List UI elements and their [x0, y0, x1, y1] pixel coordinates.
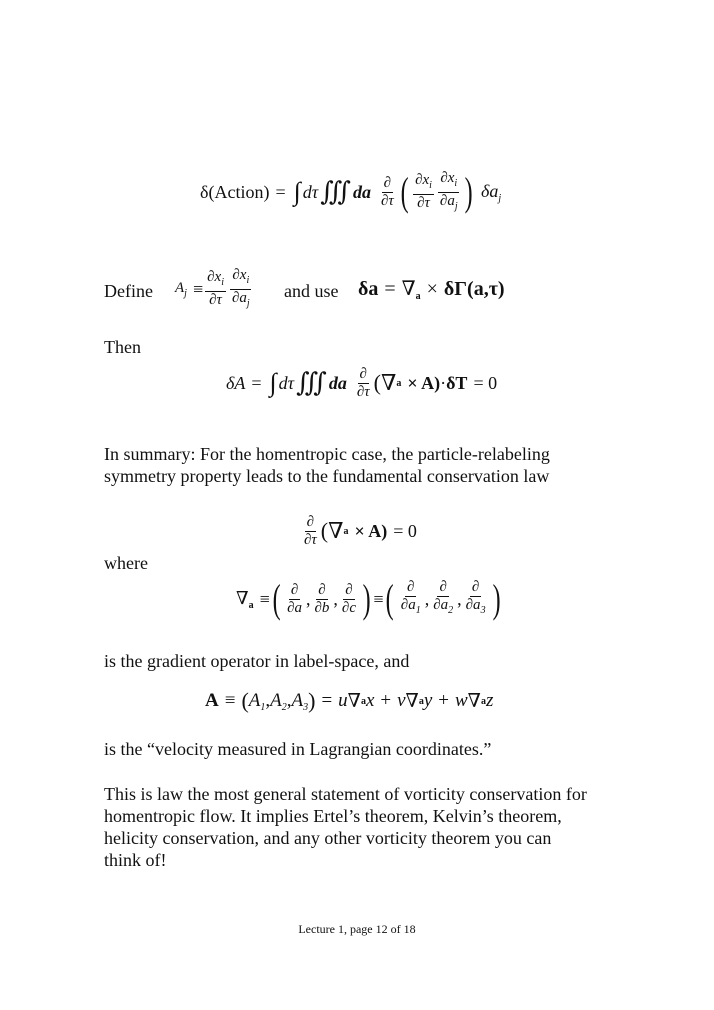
dx-da-fraction: $\frac{\partial x_i}{\partial a_j}$	[439, 169, 458, 212]
conservation-law-equation: $\frac{\partial}{\partial\tau}$ (∇ a × A) = 0	[304, 513, 417, 548]
dtau: dτ	[302, 181, 319, 202]
dx-da-fraction: $\frac{\partial x_i}{\partial a_j}$	[231, 266, 250, 309]
action-lhs: δ(Action)	[200, 181, 270, 202]
right-paren: )	[464, 169, 473, 214]
page-footer: Lecture 1, page 12 of 18	[298, 922, 416, 936]
nabla-a: $\nabla_a$	[236, 587, 254, 611]
A-j: $A_j$	[175, 279, 187, 299]
final-paragraph-line-4: think of!	[104, 850, 167, 870]
triple-integral-symbol: ∭	[296, 368, 327, 397]
gradient-description: is the gradient operator in label-space, and	[104, 651, 410, 671]
delta-A-equation: δA = ∫ dτ ∭ da $\frac{\partial}{\partial\tau}$ (∇ a × A) · δT = 0	[226, 365, 498, 400]
triple-integral-symbol: ∭	[320, 177, 351, 206]
partial-tau-fraction: $\frac{\partial}{\partial\tau}$	[380, 174, 394, 209]
integral-symbol: ∫	[269, 368, 277, 397]
then-label: Then	[104, 337, 141, 357]
final-paragraph-line-1: This is law the most general statement of vorticity conservation for	[104, 784, 587, 804]
delta-a-equation: δa = $\nabla_a$ × δΓ(a,τ)	[358, 277, 505, 302]
summary-line-2: symmetry property leads to the fundamental conservation law	[104, 466, 550, 486]
final-paragraph-line-3: helicity conservation, and any other vorticity theorem you can	[104, 828, 552, 848]
left-paren: (	[400, 169, 409, 214]
da-measure: da	[352, 181, 371, 202]
define-label: Define	[104, 281, 153, 301]
and-use-label: and use	[284, 281, 339, 301]
partial-tau-fraction: $\frac{\partial}{\partial\tau}$	[304, 513, 317, 548]
partial-tau-fraction: $\frac{\partial}{\partial\tau}$	[356, 365, 370, 400]
nabla-a: $\nabla_a$	[401, 278, 421, 302]
equals-sign: =	[275, 181, 286, 202]
gradient-operator-equation: $\nabla_a$ ≡ ( $\frac{\partial}{\partial a}$ , $\frac{\partial}{\partial b}$ , $\frac{\partial}{\partial c}$ ) ≡ ( $\frac{\partial}{\partial a_1}$ , $\frac{\partial}{\partial a_2}$ , $\frac{\partial}{\partial a_3}$ )	[236, 576, 501, 621]
where-label: where	[104, 553, 148, 573]
integral-symbol: ∫	[293, 177, 301, 206]
dx-dtau-fraction: $\frac{\partial x_i}{\partial\tau}$	[415, 172, 432, 211]
action-variation-equation	[200, 162, 501, 222]
A-definition-equation: A ≡ ( $A_1$ , $A_2$ , $A_3$ ) = u ∇ a x + v ∇ a y + w ∇ a z	[205, 688, 494, 713]
dx-dtau-fraction: $\frac{\partial x_i}{\partial\tau}$	[207, 269, 224, 308]
velocity-description: is the “velocity measured in Lagrangian coordinates.”	[104, 739, 492, 759]
equiv-sign: ≡	[192, 278, 204, 299]
summary-line-1: In summary: For the homentropic case, the particle-relabeling	[104, 444, 550, 464]
delta-a-j: $\delta a_j$	[480, 180, 502, 204]
define-A-equation	[175, 266, 254, 312]
final-paragraph-line-2: homentropic flow. It implies Ertel’s theorem, Kelvin’s theorem,	[104, 806, 562, 826]
